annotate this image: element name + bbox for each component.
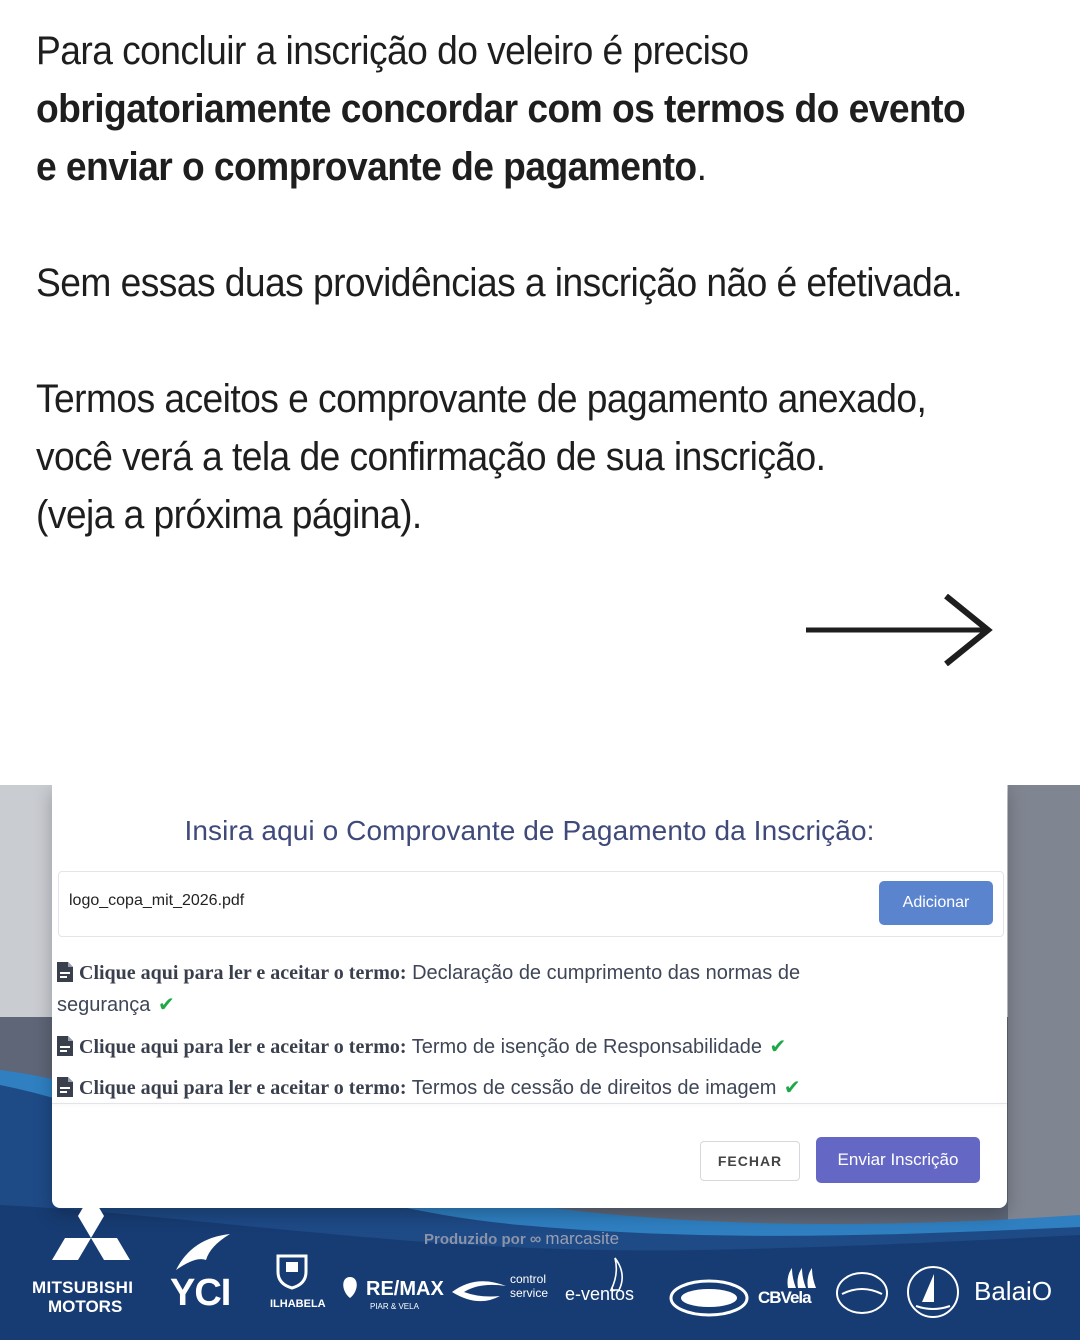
cbvela-logo <box>758 1266 822 1314</box>
term-lead-text: Clique aqui para ler e aceitar o termo: <box>79 962 407 984</box>
remax-logo <box>340 1274 450 1314</box>
crest-icon <box>272 1250 312 1290</box>
intro-paragraph-3-line-2: você verá a tela de confirmação de sua inscrição. <box>36 435 826 479</box>
ilhabela-logo <box>262 1250 324 1320</box>
payment-modal <box>52 785 1007 1208</box>
modal-title: Insira aqui o Comprovante de Pagamento da Inscrição: <box>184 815 875 846</box>
close-button[interactable]: FECHAR <box>700 1141 800 1181</box>
balaio-text: BalaiO <box>974 1276 1053 1306</box>
file-pdf-icon <box>57 1077 73 1097</box>
intro-line-2 <box>36 80 985 138</box>
file-pdf-icon <box>57 962 73 982</box>
intro-line-3 <box>36 138 985 196</box>
swoosh-icon <box>450 1276 508 1306</box>
circle-badge-logo <box>834 1270 890 1316</box>
control-service-logo <box>450 1268 555 1314</box>
cbvela-text: CBVela <box>758 1288 811 1307</box>
sailfish-icon <box>172 1230 236 1274</box>
instructions-text <box>36 22 985 544</box>
intro-line-3-end: . <box>696 145 707 189</box>
term-title: Termo de isenção de Responsabilidade <box>411 1036 762 1058</box>
file-name: logo_copa_mit_2026.pdf <box>69 892 245 909</box>
mitsubishi-line2: MOTORS <box>48 1297 123 1316</box>
service-text: service <box>510 1286 549 1300</box>
control-text: control <box>510 1272 547 1286</box>
balloon-icon <box>340 1276 360 1302</box>
modal-divider <box>52 1103 1007 1104</box>
term-lead-text: Clique aqui para ler e aceitar o termo: <box>79 1077 407 1099</box>
submit-registration-button[interactable]: Enviar Inscrição <box>816 1137 980 1183</box>
mitsubishi-line1: MITSUBISHI <box>32 1278 134 1297</box>
mitsubishi-logo <box>26 1190 156 1320</box>
term-link-image-rights[interactable] <box>57 1072 917 1104</box>
ilhabela-text: ILHABELA <box>270 1298 326 1310</box>
producer-name[interactable]: marcasite <box>545 1229 620 1248</box>
check-icon: ✔ <box>783 1077 801 1099</box>
file-pdf-icon <box>57 1036 73 1056</box>
term-lead-text: Clique aqui para ler e aceitar o termo: <box>79 1036 407 1058</box>
ancoradouro-logo <box>668 1278 750 1318</box>
sponsor-bar <box>0 1190 1080 1340</box>
intro-paragraph-3-line-3: (veja a próxima página). <box>36 493 422 537</box>
intro-paragraph-3-line-1: Termos aceitos e comprovante de pagamento anexado, <box>36 377 927 421</box>
mitsubishi-diamonds-icon <box>26 1190 156 1270</box>
intro-paragraph-2: Sem essas duas providências a inscrição não é efetivada. <box>36 261 963 305</box>
arrow-right-icon <box>804 594 994 666</box>
sailing-club-logo <box>904 1264 962 1320</box>
produced-by-label: Produzido por <box>424 1231 526 1248</box>
eventos-logo <box>565 1256 653 1316</box>
term-link-safety[interactable] <box>57 957 917 1021</box>
yci-text: YCI <box>170 1272 231 1314</box>
flames-icon <box>784 1266 818 1290</box>
check-icon: ✔ <box>157 994 175 1016</box>
term-title: Termos de cessão de direitos de imagem <box>411 1077 777 1099</box>
intro-line-1: Para concluir a inscrição do veleiro é preciso <box>36 29 749 73</box>
term-link-liability[interactable] <box>57 1031 917 1063</box>
eventos-text: e-ventos <box>565 1284 635 1304</box>
intro-line-3-bold: e enviar o comprovante de pagamento <box>36 145 697 189</box>
boat-circle-icon <box>904 1264 962 1320</box>
add-file-button[interactable]: Adicionar <box>879 881 993 925</box>
term-title: Declaração de cumprimento das normas de <box>412 962 801 984</box>
remax-text: RE/MAX <box>366 1278 444 1300</box>
file-upload-field[interactable] <box>58 871 1004 937</box>
circle-badge-icon <box>834 1270 890 1316</box>
oval-badge-icon <box>668 1278 750 1318</box>
yci-logo <box>170 1230 240 1320</box>
term-title-continued: segurança <box>57 994 151 1016</box>
remax-subtext: PIAR & VELA <box>370 1302 419 1311</box>
intro-line-2-bold: obrigatoriamente concordar com os termos do evento <box>36 87 966 131</box>
check-icon: ✔ <box>769 1036 787 1058</box>
infinity-icon: ∞ <box>529 1231 542 1248</box>
balaio-logo <box>974 1276 1070 1316</box>
